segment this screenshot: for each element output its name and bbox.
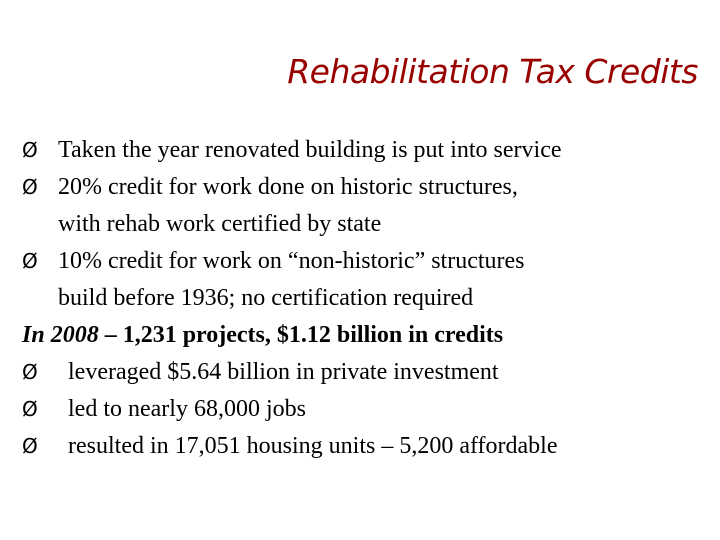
bullet-line: with rehab work certified by state [58, 211, 382, 237]
bullet-line: Taken the year renovated building is put into service [58, 137, 562, 163]
bullet-item [22, 243, 712, 317]
bullet-line: 10% credit for work on “non-historic” structures [58, 248, 525, 274]
bullet-item [22, 132, 712, 169]
highlight-text: – 1,231 projects, $1.12 billion in credits [98, 322, 504, 348]
outcome-text: leveraged $5.64 billion in private investment [68, 359, 499, 385]
arrow-bullet-icon: Ø [22, 138, 38, 162]
highlight-statement [22, 317, 712, 354]
arrow-bullet-icon: Ø [22, 434, 38, 458]
highlight-year: In 2008 [22, 322, 99, 348]
outcome-text: led to nearly 68,000 jobs [68, 396, 306, 422]
arrow-bullet-icon: Ø [22, 397, 38, 421]
outcome-item [22, 391, 712, 428]
bullet-list [22, 132, 712, 465]
bullet-line: 20% credit for work done on historic structures, [58, 174, 518, 200]
bullet-item [22, 169, 712, 243]
bullet-line: build before 1936; no certification required [58, 285, 474, 311]
outcome-text: resulted in 17,051 housing units – 5,200 affordable [68, 433, 558, 459]
arrow-bullet-icon: Ø [22, 360, 38, 384]
outcome-item [22, 428, 712, 465]
outcome-item [22, 354, 712, 391]
arrow-bullet-icon: Ø [22, 249, 38, 273]
arrow-bullet-icon: Ø [22, 175, 38, 199]
slide-title: Rehabilitation Tax Credits [287, 52, 698, 91]
